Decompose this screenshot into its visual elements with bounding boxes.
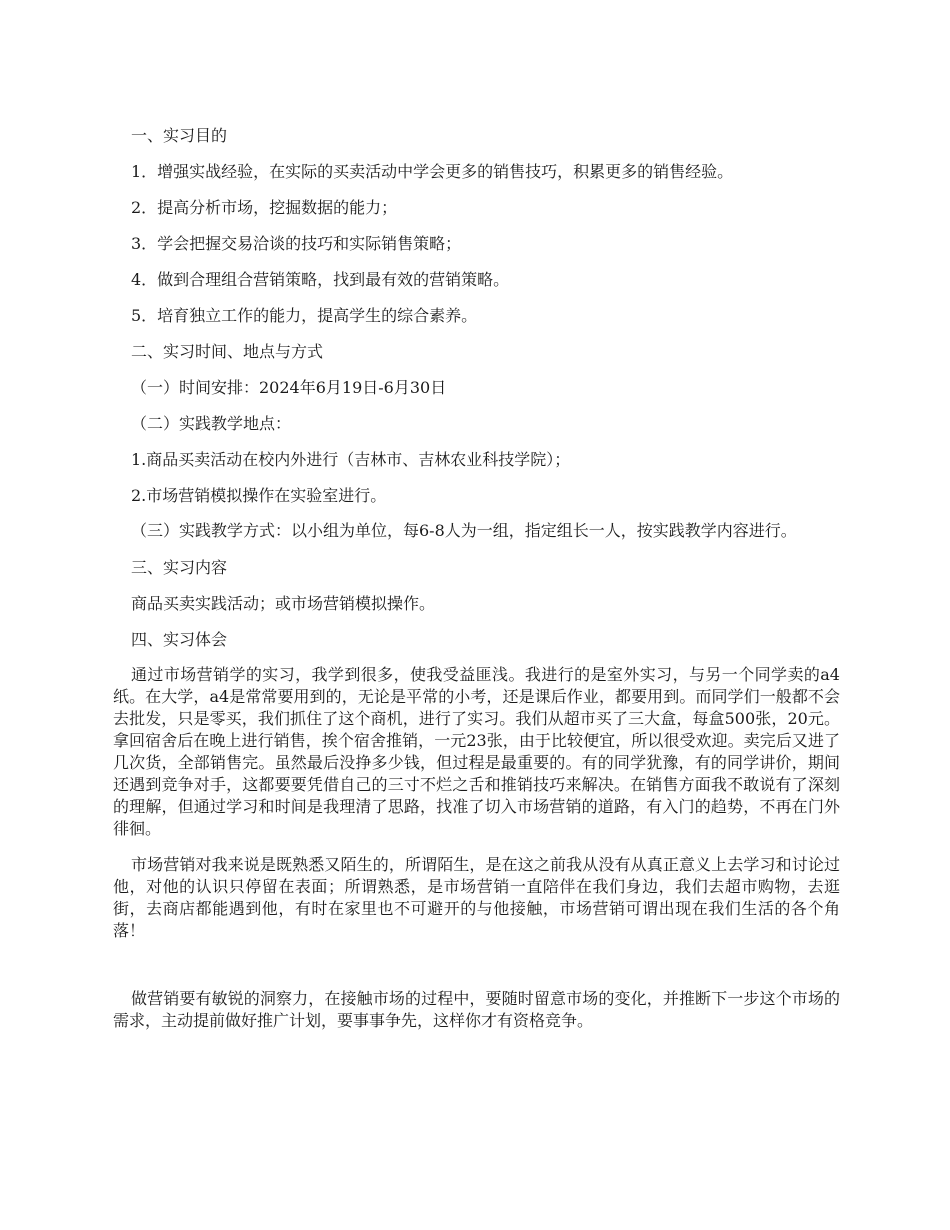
document-body xyxy=(113,124,840,1046)
objective-item-5: 5．培育独立工作的能力，提高学生的综合素养。 xyxy=(131,306,478,325)
section-heading-reflection: 四、实习体会 xyxy=(131,630,228,649)
objective-item-4: 4．做到合理组合营销策略，找到最有效的营销策略。 xyxy=(131,270,510,289)
paragraph-spacer xyxy=(113,956,840,988)
objective-item-3: 3．学会把握交易洽谈的技巧和实际销售策略； xyxy=(131,234,462,253)
section-heading-objectives: 一、实习目的 xyxy=(131,126,228,145)
location-heading: （二）实践教学地点： xyxy=(131,414,292,433)
reflection-paragraph-1: 通过市场营销学的实习，我学到很多，使我受益匪浅。我进行的是室外实习，与另一个同学卖的a4纸。在大学，a4是常常要用到的，无论是平常的小考，还是课后作业，都要用到。而同学们一般都不会去批发，只是零买，我们抓住了这个商机，进行了实习。我们从超市买了三大盒，每盒500张，20元。拿回宿舍后在晚上进行销售，挨个宿舍推销，一元23张，由于比较便宜，所以很受欢迎。卖完后又进了几次货，全部销售完。虽然最后没挣多少钱，但过程是最重要的。有的同学犹豫，有的同学讲价，期间还遇到竞争对手，这都要要凭借自己的三寸不烂之舌和推销技巧来解决。在销售方面我不敢说有了深刻的理解，但通过学习和时间是我理清了思路，找准了切入市场营销的道路，有入门的趋势，不再在门外徘徊。 xyxy=(113,665,840,838)
section-heading-content: 三、实习内容 xyxy=(131,558,228,577)
section-heading-time-place-method: 二、实习时间、地点与方式 xyxy=(131,342,324,361)
reflection-paragraph-3: 做营销要有敏锐的洞察力，在接触市场的过程中，要随时留意市场的变化，并推断下一步这个市场的需求，主动提前做好推广计划，要事事争先，这样你才有资格竞争。 xyxy=(113,989,840,1030)
teaching-method-paragraph: （三）实践教学方式：以小组为单位，每6-8人为一组，指定组长一人，按实践教学内容进行。 xyxy=(131,521,797,540)
reflection-paragraph-2: 市场营销对我来说是既熟悉又陌生的，所谓陌生，是在这之前我从没有从真正意义上去学习和讨论过他，对他的认识只停留在表面；所谓熟悉，是市场营销一直陪伴在我们身边，我们去超市购物，去逛街，去商店都能遇到他，有时在家里也不可避开的与他接触，市场营销可谓出现在我们生活的各个角落！ xyxy=(113,855,840,940)
content-item: 商品买卖实践活动；或市场营销模拟操作。 xyxy=(131,594,436,613)
objective-item-2: 2．提高分析市场，挖掘数据的能力； xyxy=(131,198,398,217)
location-item-2: 2.市场营销模拟操作在实验室进行。 xyxy=(131,486,387,505)
location-item-1: 1.商品买卖活动在校内外进行（吉林市、吉林农业科技学院）； xyxy=(131,450,571,469)
schedule-item: （一）时间安排：2024年6月19日-6月30日 xyxy=(131,378,447,397)
objective-item-1: 1．增强实战经验，在实际的买卖活动中学会更多的销售技巧，积累更多的销售经验。 xyxy=(131,162,734,181)
